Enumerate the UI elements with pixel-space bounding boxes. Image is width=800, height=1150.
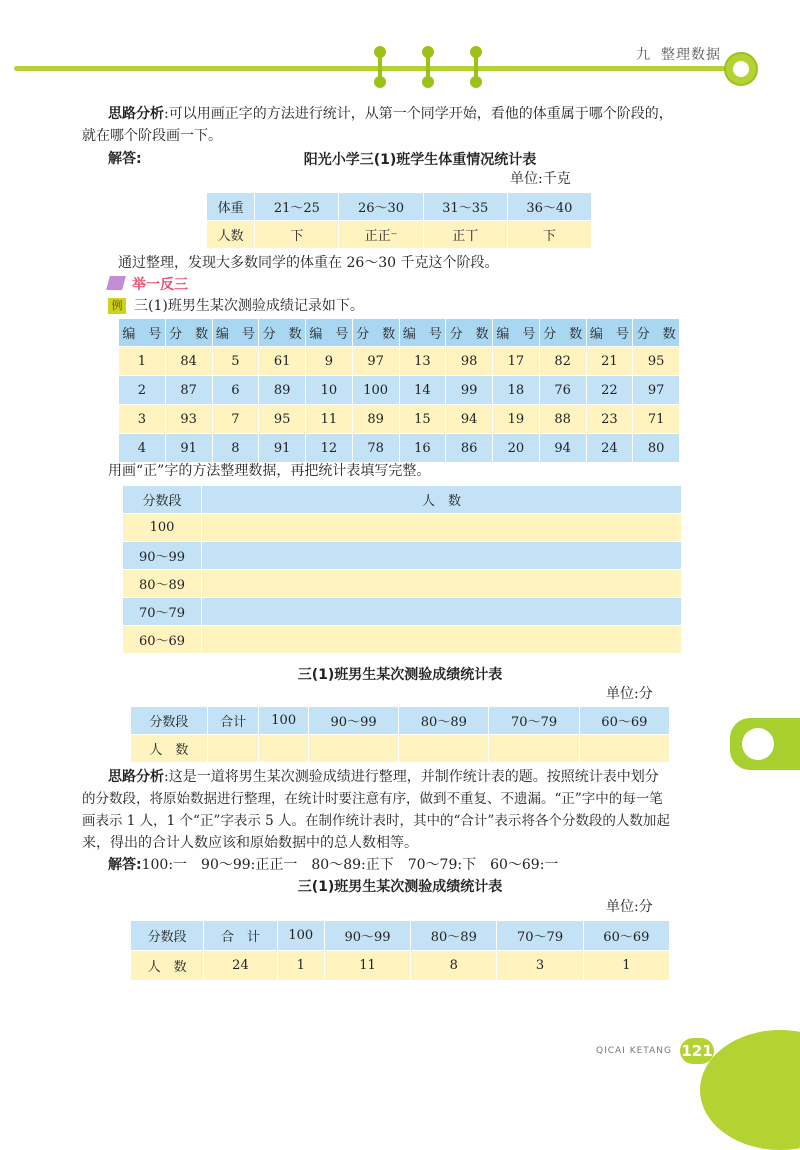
table-cell: 91 <box>165 434 212 463</box>
tally-input-cell[interactable] <box>202 542 682 570</box>
table-cell: 人数 <box>207 221 255 249</box>
chapter-heading <box>636 44 731 64</box>
analysis-text: :这是一道将男生某次测验成绩进行整理，并制作统计表的题。按照统计表中划分 <box>164 769 659 785</box>
table-cell: 21～25 <box>255 193 339 221</box>
table-cell: 9 <box>306 347 353 376</box>
rabbit-mascot-icon <box>730 718 800 770</box>
table-row <box>123 542 682 570</box>
book-icon <box>106 276 126 290</box>
table-cell: 分 数 <box>352 319 399 347</box>
table-cell: 编 号 <box>212 319 259 347</box>
table-row <box>123 514 682 542</box>
analysis-text-cont: 就在哪个阶段画一下。 <box>82 128 222 144</box>
table-cell: 1 <box>277 951 324 981</box>
header-rule <box>14 66 734 71</box>
stat-input-cell[interactable] <box>579 735 669 763</box>
binder-pin <box>474 50 478 84</box>
table-cell: 人 数 <box>202 486 682 514</box>
table-cell: 24 <box>586 434 633 463</box>
analysis-label: 思路分析 <box>108 106 164 122</box>
table-cell: 16 <box>399 434 446 463</box>
chapter-number: 九 <box>636 47 651 63</box>
stat-table-filled <box>130 920 670 981</box>
table-row <box>123 626 682 654</box>
tally-input-cell[interactable] <box>202 598 682 626</box>
table-row <box>123 486 682 514</box>
instruction-text: 用画“正”字的方法整理数据，再把统计表填写完整。 <box>108 463 431 479</box>
table-cell: 100 <box>277 921 324 951</box>
answer2-line <box>108 854 558 876</box>
table-cell: 3 <box>119 405 166 434</box>
analysis-text: :可以用画正字的方法进行统计，从第一个同学开始，看他的体重属于哪个阶段的， <box>164 106 673 122</box>
table-cell: 编 号 <box>399 319 446 347</box>
table-cell: 80～89 <box>399 707 489 735</box>
table-cell: 87 <box>165 376 212 405</box>
analysis-label: 思路分析 <box>108 769 164 785</box>
table-cell: 下 <box>255 221 339 249</box>
table-cell: 合 计 <box>204 921 277 951</box>
binder-pin <box>426 50 430 84</box>
analysis2-paragraph <box>108 766 748 788</box>
table-cell: 10 <box>306 376 353 405</box>
table-cell: 分数段 <box>123 486 202 514</box>
table-cell: 94 <box>446 405 493 434</box>
analysis-text-cont: 画表示 1 人，1 个“正”字表示 5 人。在制作统计表时，其中的“合计”表示将各个分数段的人数加起 <box>82 813 670 829</box>
table-row <box>131 921 670 951</box>
table-cell: 91 <box>259 434 306 463</box>
table-cell: 95 <box>633 347 680 376</box>
stat-input-cell[interactable] <box>308 735 398 763</box>
table-cell: 90～99 <box>123 542 202 570</box>
table-cell: 71 <box>633 405 680 434</box>
weight-table-title: 阳光小学三(1)班学生体重情况统计表 <box>303 152 537 168</box>
table-cell: 84 <box>165 347 212 376</box>
tally-table <box>122 485 682 654</box>
score-table <box>118 318 680 463</box>
table-cell: 60～69 <box>123 626 202 654</box>
table-cell: 76 <box>539 376 586 405</box>
table-row <box>207 193 592 221</box>
table-cell: 18 <box>493 376 540 405</box>
stat-input-cell[interactable] <box>399 735 489 763</box>
table-cell: 合计 <box>207 707 259 735</box>
binder-pin <box>378 50 382 84</box>
table-cell: 70～79 <box>497 921 583 951</box>
table-cell: 70～79 <box>489 707 579 735</box>
table-cell: 90～99 <box>324 921 410 951</box>
example-text: 三(1)班男生某次测验成绩记录如下。 <box>134 298 364 314</box>
table-cell: 13 <box>399 347 446 376</box>
table-cell: 24 <box>204 951 277 981</box>
table-cell: 下 <box>507 221 591 249</box>
table-cell: 正正⁻ <box>339 221 423 249</box>
table-cell: 60～69 <box>579 707 669 735</box>
table-cell: 分 数 <box>259 319 306 347</box>
tally-input-cell[interactable] <box>202 514 682 542</box>
table-cell: 78 <box>352 434 399 463</box>
table-cell: 编 号 <box>493 319 540 347</box>
table-cell: 100 <box>123 514 202 542</box>
table-cell: 89 <box>352 405 399 434</box>
table-cell: 3 <box>497 951 583 981</box>
table-cell: 正丅 <box>423 221 507 249</box>
table-cell: 80～89 <box>411 921 497 951</box>
table-cell: 86 <box>446 434 493 463</box>
table-cell: 61 <box>259 347 306 376</box>
answer-label: 解答: <box>108 151 142 167</box>
table-cell: 21 <box>586 347 633 376</box>
section-title: 举一反三 <box>132 277 188 293</box>
table-cell: 20 <box>493 434 540 463</box>
table-cell: 17 <box>493 347 540 376</box>
table-cell: 90～99 <box>308 707 398 735</box>
table-cell: 2 <box>119 376 166 405</box>
table-cell: 分 数 <box>539 319 586 347</box>
table-row <box>119 434 680 463</box>
table-row <box>131 707 670 735</box>
table-cell: 89 <box>259 376 306 405</box>
table-cell: 97 <box>633 376 680 405</box>
answer-text: 100:一 90～99:正正一 80～89:正下 70～79:下 60～69:一 <box>141 857 559 873</box>
table-cell: 100 <box>352 376 399 405</box>
table-row <box>119 319 680 347</box>
table-cell: 分数段 <box>131 921 204 951</box>
table-cell: 1 <box>119 347 166 376</box>
analysis-text-cont: 的分数段，将原始数据进行整理，在统计时要注意有序，做到不重复、不遗漏。“正”字中的每一笔 <box>82 791 663 807</box>
table-cell: 80 <box>633 434 680 463</box>
table-cell: 98 <box>446 347 493 376</box>
table-cell: 15 <box>399 405 446 434</box>
table-row <box>123 598 682 626</box>
table-cell: 60～69 <box>583 921 669 951</box>
table-cell: 23 <box>586 405 633 434</box>
table-cell: 26～30 <box>339 193 423 221</box>
corner-decoration <box>700 1030 800 1150</box>
weight-table-unit: 单位:千克 <box>510 171 571 187</box>
table-cell: 80～89 <box>123 570 202 598</box>
table-cell: 8 <box>411 951 497 981</box>
table-cell: 1 <box>583 951 669 981</box>
table-cell: 人 数 <box>131 951 204 981</box>
table-cell: 97 <box>352 347 399 376</box>
table-cell: 4 <box>119 434 166 463</box>
table-cell: 93 <box>165 405 212 434</box>
table-row <box>123 570 682 598</box>
table-cell: 70～79 <box>123 598 202 626</box>
table-row <box>131 951 670 981</box>
table-cell: 分 数 <box>165 319 212 347</box>
table-cell: 88 <box>539 405 586 434</box>
table-cell: 5 <box>212 347 259 376</box>
page-number: 121 <box>680 1038 714 1064</box>
answer-label: 解答: <box>108 857 142 873</box>
table-row <box>131 735 670 763</box>
conclusion-text: 通过整理，发现大多数同学的体重在 26～30 千克这个阶段。 <box>118 255 499 271</box>
table-cell: 95 <box>259 405 306 434</box>
stat-table-title: 三(1)班男生某次测验成绩统计表 <box>297 879 503 895</box>
table-row <box>119 405 680 434</box>
table-cell: 分数段 <box>131 707 208 735</box>
mascot-logo-icon <box>724 52 758 86</box>
table-cell: 94 <box>539 434 586 463</box>
table-cell: 11 <box>306 405 353 434</box>
stat-table-title: 三(1)班男生某次测验成绩统计表 <box>297 667 503 683</box>
chapter-title: 整理数据 <box>661 47 721 63</box>
analysis-paragraph <box>108 103 748 125</box>
table-cell: 100 <box>259 707 309 735</box>
stat-input-cell[interactable] <box>259 735 309 763</box>
example-tag: 例 <box>108 298 126 314</box>
stat-input-cell[interactable] <box>489 735 579 763</box>
table-row <box>119 347 680 376</box>
analysis-text-cont: 来，得出的合计人数应该和原始数据中的总人数相等。 <box>82 835 418 851</box>
tally-input-cell[interactable] <box>202 570 682 598</box>
table-cell: 8 <box>212 434 259 463</box>
table-row <box>119 376 680 405</box>
table-cell: 体重 <box>207 193 255 221</box>
table-cell: 人 数 <box>131 735 208 763</box>
stat-table-empty <box>130 706 670 763</box>
table-cell: 编 号 <box>586 319 633 347</box>
stat-table-unit: 单位:分 <box>606 686 653 702</box>
table-cell: 14 <box>399 376 446 405</box>
table-row <box>207 221 592 249</box>
table-cell: 6 <box>212 376 259 405</box>
table-cell: 22 <box>586 376 633 405</box>
table-cell: 12 <box>306 434 353 463</box>
footer-brand: QICAI KETANG <box>596 1046 672 1056</box>
table-cell: 99 <box>446 376 493 405</box>
table-cell: 31～35 <box>423 193 507 221</box>
table-cell: 11 <box>324 951 410 981</box>
table-cell: 82 <box>539 347 586 376</box>
tally-input-cell[interactable] <box>202 626 682 654</box>
table-cell: 19 <box>493 405 540 434</box>
table-cell: 36～40 <box>507 193 591 221</box>
table-cell: 编 号 <box>119 319 166 347</box>
stat-table-unit: 单位:分 <box>606 899 653 915</box>
table-cell: 编 号 <box>306 319 353 347</box>
table-cell: 7 <box>212 405 259 434</box>
stat-input-cell[interactable] <box>207 735 259 763</box>
table-cell: 分 数 <box>446 319 493 347</box>
table-cell: 分 数 <box>633 319 680 347</box>
weight-table <box>206 192 592 249</box>
